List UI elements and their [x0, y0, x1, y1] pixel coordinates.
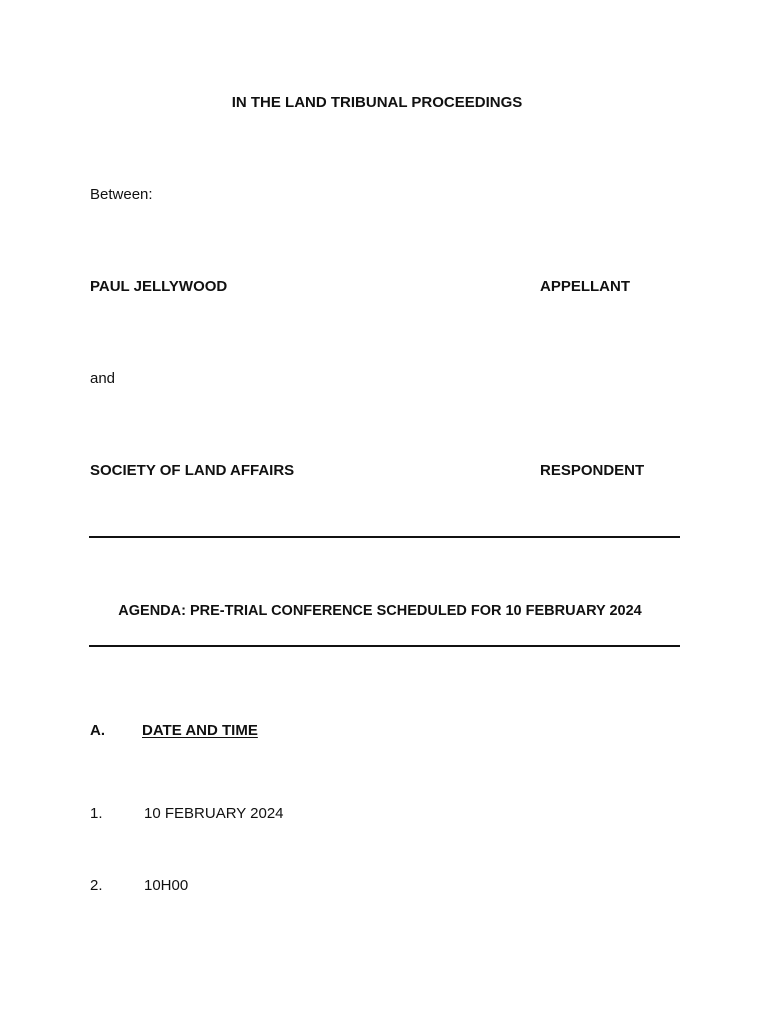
appellant-role: APPELLANT — [540, 278, 630, 295]
court-title: IN THE LAND TRIBUNAL PROCEEDINGS — [231, 94, 523, 111]
section-letter: A. — [90, 722, 105, 739]
agenda-bottom-rule — [89, 645, 680, 647]
between-label: Between: — [90, 186, 153, 203]
list-item-text: 10 FEBRUARY 2024 — [144, 805, 284, 822]
list-item-number: 2. — [90, 877, 103, 894]
appellant-name: PAUL JELLYWOOD — [90, 278, 228, 295]
party-conjunction: and — [90, 370, 116, 387]
agenda-top-rule — [89, 536, 680, 538]
respondent-role: RESPONDENT — [540, 462, 645, 479]
section-heading: DATE AND TIME — [142, 722, 258, 739]
agenda-title: AGENDA: PRE-TRIAL CONFERENCE SCHEDULED FOR 10 FEBRUARY 2024 — [118, 603, 642, 619]
respondent-name: SOCIETY OF LAND AFFAIRS — [90, 462, 295, 479]
list-item-text: 10H00 — [144, 877, 189, 894]
list-item-number: 1. — [90, 805, 103, 822]
